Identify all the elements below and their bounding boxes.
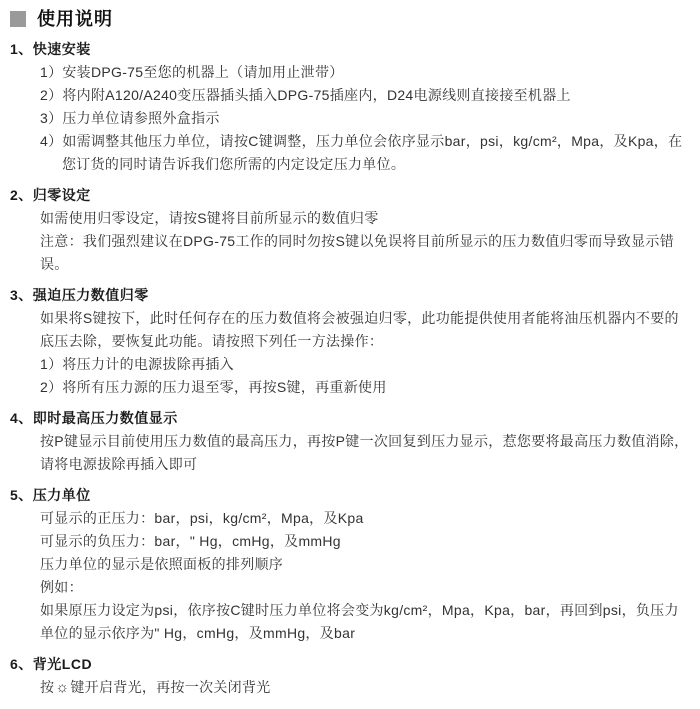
section-heading: 1、快速安装 [10,41,91,57]
paragraph-line: 如需使用归零设定，请按S键将目前所显示的数值归零 [40,210,379,226]
list-item: 2）将内附A120/A240变压器插头插入DPG-75插座内，D24电源线则直接接至机器上 [40,87,571,103]
section-heading: 3、强迫压力数值归零 [10,287,149,303]
section-3 [8,284,690,399]
backlight-icon: ☼ [55,679,70,696]
paragraph-line: 如果将S键按下，此时任何存在的压力数值将会被强迫归零，此功能提供使用者能将油压机器内不要的底压去除，要恢复此功能。请按照下列任一方法操作： [40,310,679,349]
page-title-text: 使用说明 [37,9,113,29]
paragraph-text: 按 [40,679,55,695]
paragraph-line: 可显示的正压力：bar，psi，kg/cm²，Mpa，及Kpa [40,510,364,526]
section-heading: 5、压力单位 [10,487,91,503]
paragraph-line: 可显示的负压力：bar，" Hg，cmHg，及mmHg [40,533,341,549]
list-item: 1）将压力计的电源拔除再插入 [40,356,234,372]
page-title [10,8,690,30]
section-5 [8,484,690,645]
section-6 [8,653,690,699]
sections-container [8,38,690,699]
paragraph-text: 键开启背光，再按一次关闭背光 [70,679,271,695]
paragraph-line: 例如： [40,579,83,595]
paragraph-line: 按P键显示目前使用压力数值的最高压力，再按P键一次回复到压力显示，惹您要将最高压力数值消除，请将电源拔除再插入即可 [40,433,689,472]
paragraph-line: 注意：我们强烈建议在DPG-75工作的同时勿按S键以免误将目前所显示的压力数值归零而导致显示错误。 [40,233,675,272]
list-item: 2）将所有压力源的压力退至零，再按S键，再重新使用 [40,379,387,395]
list-item: 1）安装DPG-75至您的机器上（请加用止泄带） [40,64,344,80]
section-heading: 2、归零设定 [10,187,91,203]
section-2 [8,184,690,276]
section-heading: 6、背光LCD [10,656,93,672]
section-1 [8,38,690,176]
paragraph-line: 如果原压力设定为psi，依序按C键时压力单位将会变为kg/cm²，Mpa，Kpa，bar，再回到psi，负压力单位的显示依序为" Hg，cmHg，及mmHg，及bar [40,602,679,641]
title-square-bullet-icon [10,11,26,27]
list-item: 4）如需调整其他压力单位，请按C键调整，压力单位会依序显示bar，psi，kg/cm²，Mpa，及Kpa，在您订货的同时请告诉我们您所需的内定设定压力单位。 [40,133,683,172]
section-heading: 4、即时最高压力数值显示 [10,410,178,426]
paragraph-line: 压力单位的显示是依照面板的排列顺序 [40,556,284,572]
section-4 [8,407,690,476]
paragraph-line [40,676,690,699]
list-item: 3）压力单位请参照外盒指示 [40,110,220,126]
